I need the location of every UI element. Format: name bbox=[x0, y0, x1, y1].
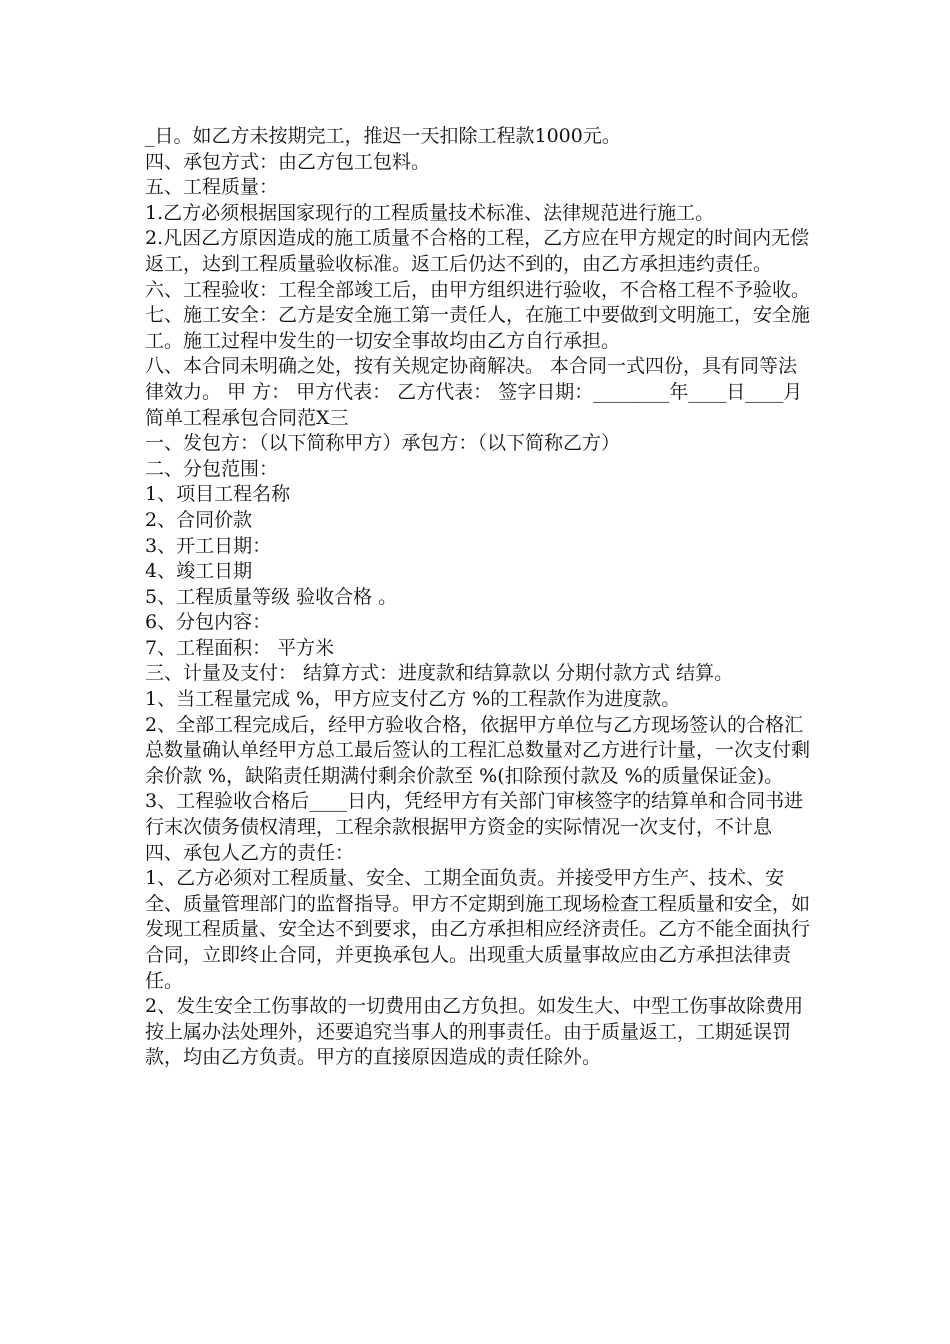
list-item-project-name: 1、项目工程名称 bbox=[145, 483, 291, 506]
contract-body bbox=[145, 124, 811, 1071]
heading-quality: 五、工程质量： bbox=[145, 176, 279, 199]
paragraph-progress-payment: 1、当工程量完成 %，甲方应支付乙方 %的工程款作为进度款。 bbox=[145, 688, 681, 711]
paragraph-quality-rework: 2.凡因乙方原因造成的施工质量不合格的工程，乙方应在甲方规定的时间内无偿返工，达到工程质量验收标准。返工后仍达不到的，由乙方承担违约责任。 bbox=[145, 227, 810, 275]
heading-scope: 二、分包范围： bbox=[145, 457, 279, 480]
list-item-completion-date: 4、竣工日期 bbox=[145, 560, 253, 583]
paragraph-final-payment: 2、全部工程完成后，经甲方验收合格，依据甲方单位与乙方现场签认的合格汇总数量确认单经甲方总工最后签认的工程汇总数量对乙方进行计量，一次支付剩余价款 %，缺陷责任期满付剩余价款至 %(扣除预付款及 %的质量保证金)。 bbox=[145, 713, 811, 787]
paragraph-quality-standards: 1.乙方必须根据国家现行的工程质量技术标准、法律规范进行施工。 bbox=[145, 201, 715, 224]
paragraph-contracting-method: 四、承包方式：由乙方包工包料。 bbox=[145, 150, 431, 173]
list-item-contract-price: 2、合同价款 bbox=[145, 508, 253, 531]
list-item-area: 7、工程面积： 平方米 bbox=[145, 636, 335, 659]
heading-contractor-responsibility: 四、承包人乙方的责任： bbox=[145, 841, 355, 864]
paragraph-safety: 七、施工安全：乙方是安全施工第一责任人，在施工中要做到文明施工，安全施工。施工过程中发生的一切安全事故均由乙方自行承担。 bbox=[145, 304, 811, 352]
paragraph-completion-penalty: _日。如乙方未按期完工，推迟一天扣除工程款1000元。 bbox=[145, 125, 621, 147]
list-item-subcontract-content: 6、分包内容： bbox=[145, 611, 272, 634]
paragraph-acceptance: 六、工程验收：工程全部竣工后，由甲方组织进行验收，不合格工程不予验收。 bbox=[145, 278, 811, 301]
paragraph-parties: 一、发包方：（以下简称甲方）承包方：（以下简称乙方） bbox=[145, 432, 621, 455]
paragraph-responsibility-accidents: 2、发生安全工伤事故的一切费用由乙方负担。如发生大、中型工伤事故除费用按上属办法处理外，还要追究当事人的刑事责任。由于质量返工，工期延误罚款，均由乙方负责。甲方的直接原因造成的责任除外。 bbox=[145, 995, 804, 1069]
paragraph-signatures: 八、本合同未明确之处，按有关规定协商解决。 本合同一式四份，具有同等法律效力。 甲 方： 甲方代表： 乙方代表： 签字日期：________年____日____月 简单工程承包合同范X三 bbox=[145, 355, 809, 429]
paragraph-settlement: 3、工程验收合格后____日内，凭经甲方有关部门审核签字的结算单和合同书进行末次债务债权清理，工程余款根据甲方资金的实际情况一次支付，不计息 bbox=[145, 790, 804, 839]
list-item-start-date: 3、开工日期： bbox=[145, 534, 272, 557]
list-item-quality-grade: 5、工程质量等级 验收合格 。 bbox=[145, 585, 398, 608]
paragraph-responsibility-quality: 1、乙方必须对工程质量、安全、工期全面负责。并接受甲方生产、技术、安全、质量管理部门的监督指导。甲方不定期到施工现场检查工程质量和安全，如发现工程质量、安全达不到要求，由乙方承担相应经济责任。乙方不能全面执行合同，立即终止合同，并更换承包人。出现重大质量事故应由乙方承担法律责任。 bbox=[145, 867, 811, 992]
heading-payment: 三、计量及支付： 结算方式：进度款和结算款以 分期付款方式 结算。 bbox=[145, 662, 734, 685]
